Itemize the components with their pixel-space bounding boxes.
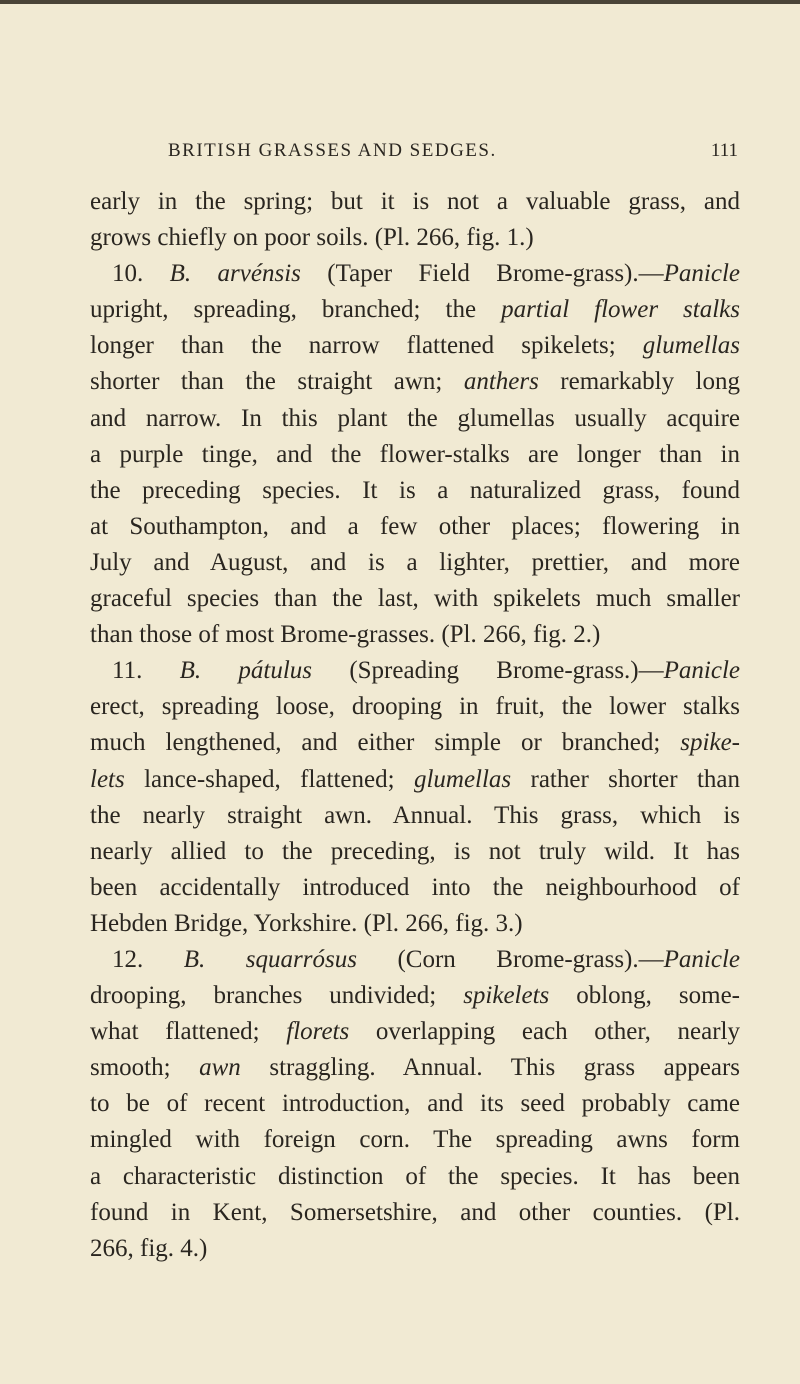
text-run: upright, spreading, branched; the — [90, 296, 502, 324]
italic-term: glumellas — [413, 765, 512, 793]
text-run: erect, spreading loose, drooping in fruit, the lower stalks — [90, 693, 740, 721]
text-run: the preceding species. It is a naturalized grass, found — [90, 476, 740, 504]
italic-term: glumellas — [642, 332, 740, 360]
text-line — [90, 1086, 740, 1122]
text-run: graceful species than the last, with spikelets much smaller — [90, 585, 740, 613]
italic-term: partial flower stalks — [501, 296, 741, 324]
text-line — [90, 401, 740, 437]
text-run: oblong, some- — [549, 982, 740, 1010]
text-run: drooping, branches undivided; — [90, 982, 464, 1010]
italic-term: anthers — [463, 368, 539, 396]
italic-term: awn — [199, 1054, 241, 1082]
body-text — [90, 184, 740, 1267]
text-line — [90, 1050, 740, 1086]
text-run: 12. — [112, 945, 184, 973]
text-run: rather shorter than — [511, 765, 740, 793]
text-run: Hebden Bridge, Yorkshire. (Pl. 266, fig. 3.) — [90, 909, 523, 937]
text-run: (Taper Field Brome-grass).— — [300, 260, 664, 288]
text-run: than those of most Brome-grasses. (Pl. 266, fig. 2.) — [90, 621, 601, 649]
text-line — [90, 328, 740, 364]
running-head: BRITISH GRASSES AND SEDGES. — [168, 140, 497, 161]
text-line — [90, 834, 740, 870]
page-edge-shadow — [0, 0, 800, 4]
text-line — [90, 870, 740, 906]
text-run: to be of recent introduction, and its seed probably came — [90, 1090, 740, 1118]
text-line — [90, 1159, 740, 1195]
text-line — [90, 509, 740, 545]
text-line — [90, 653, 740, 689]
text-line — [90, 220, 740, 256]
text-run: smooth; — [90, 1054, 200, 1082]
italic-term: B. squarrósus — [183, 945, 357, 973]
text-line — [90, 184, 740, 220]
text-run: grows chiefly on poor soils. (Pl. 266, fig. 1.) — [90, 224, 534, 252]
italic-term: lets — [90, 765, 125, 793]
text-run: overlapping each other, nearly — [349, 1018, 740, 1046]
text-run: mingled with foreign corn. The spreading awns form — [90, 1126, 740, 1154]
text-run: longer than the narrow flattened spikelets; — [90, 332, 643, 360]
text-line — [90, 256, 740, 292]
italic-term: B. pátulus — [179, 657, 313, 685]
text-run: (Corn Brome-grass).— — [356, 945, 664, 973]
text-line — [90, 762, 740, 798]
text-line — [90, 978, 740, 1014]
italic-term: Panicle — [663, 260, 740, 288]
text-run: been accidentally introduced into the neighbourhood of — [90, 873, 740, 901]
page-number: 111 — [710, 140, 738, 161]
italic-term: spike- — [680, 729, 740, 757]
text-line — [90, 906, 740, 942]
text-run: straggling. Annual. This grass appears — [240, 1054, 740, 1082]
text-run: at Southampton, and a few other places; flowering in — [90, 512, 740, 540]
text-run: and narrow. In this plant the glumellas usually acquire — [90, 404, 740, 432]
text-line — [90, 942, 740, 978]
text-run: 10. — [112, 260, 170, 288]
text-run: 266, fig. 4.) — [90, 1234, 208, 1262]
italic-term: B. arvénsis — [169, 260, 301, 288]
text-run: a purple tinge, and the flower-stalks are longer than in — [90, 440, 740, 468]
text-run: July and August, and is a lighter, prettier, and more — [90, 548, 740, 576]
italic-term: Panicle — [663, 945, 740, 973]
italic-term: Panicle — [663, 657, 740, 685]
page-header — [90, 140, 738, 180]
text-run: the nearly straight awn. Annual. This grass, which is — [90, 801, 740, 829]
italic-term: florets — [286, 1018, 350, 1046]
text-run: early in the spring; but it is not a valuable grass, and — [90, 188, 740, 215]
text-line — [90, 725, 740, 761]
text-line — [90, 617, 740, 653]
text-line — [90, 689, 740, 725]
text-line — [90, 364, 740, 400]
text-run: lance-shaped, flattened; — [124, 765, 414, 793]
text-line — [90, 1195, 740, 1231]
text-run: shorter than the straight awn; — [90, 368, 464, 396]
text-line — [90, 581, 740, 617]
text-line — [90, 1014, 740, 1050]
text-run: remarkably long — [538, 368, 740, 396]
text-line — [90, 545, 740, 581]
text-line — [90, 798, 740, 834]
text-run: what flattened; — [90, 1018, 287, 1046]
text-line — [90, 437, 740, 473]
italic-term: spikelets — [463, 982, 550, 1010]
text-run: (Spreading Brome-grass.)— — [312, 657, 664, 685]
text-line — [90, 292, 740, 328]
text-line — [90, 1122, 740, 1158]
text-line — [90, 1231, 740, 1267]
text-line — [90, 473, 740, 509]
text-run: nearly allied to the preceding, is not truly wild. It has — [90, 837, 740, 865]
text-run: 11. — [112, 657, 180, 685]
text-run: a characteristic distinction of the species. It has been — [90, 1162, 740, 1190]
text-run: found in Kent, Somersetshire, and other counties. (Pl. — [90, 1198, 740, 1226]
text-run: much lengthened, and either simple or branched; — [90, 729, 681, 757]
